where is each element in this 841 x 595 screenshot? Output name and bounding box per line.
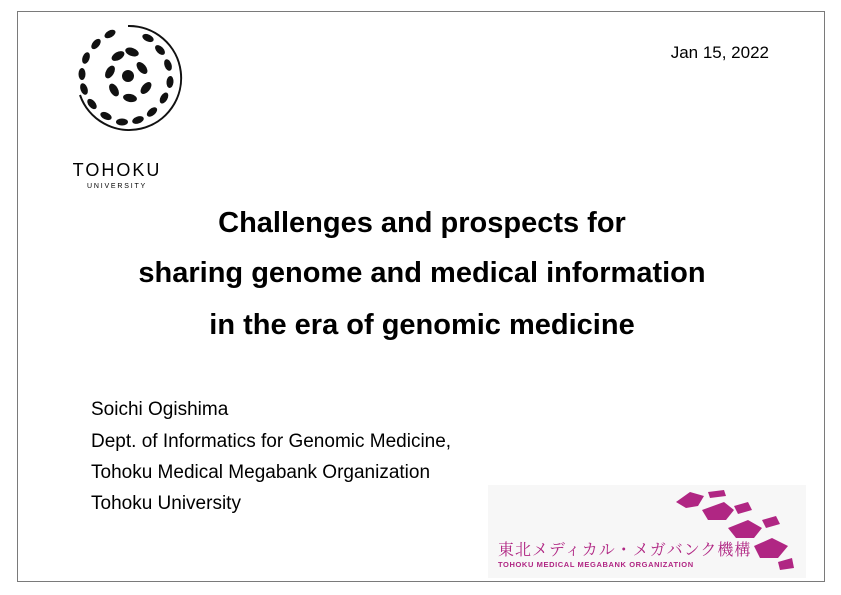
tohoku-university-logo bbox=[52, 20, 182, 196]
author-name: Soichi Ogishima bbox=[91, 399, 229, 420]
date-label: Jan 15, 2022 bbox=[670, 43, 769, 62]
slide bbox=[17, 11, 825, 582]
title-line-1: Challenges and prospects for bbox=[218, 207, 626, 239]
logo-name: TOHOKU bbox=[72, 160, 162, 180]
author-department: Dept. of Informatics for Genomic Medicine, bbox=[91, 431, 452, 452]
logo-subtitle: UNIVERSITY bbox=[86, 183, 147, 190]
leaf-emblem-icon bbox=[70, 20, 186, 136]
megabank-en-name: TOHOKU MEDICAL MEGABANK ORGANIZATION bbox=[498, 560, 694, 569]
megabank-jp-name: 東北メディカル・メガバンク機構 bbox=[498, 542, 752, 559]
megabank-logo bbox=[488, 485, 806, 578]
author-organization: Tohoku Medical Megabank Organization bbox=[91, 462, 431, 483]
title-line-2: sharing genome and medical information bbox=[138, 257, 706, 289]
title-line-3: in the era of genomic medicine bbox=[209, 309, 635, 341]
author-university: Tohoku University bbox=[91, 493, 241, 514]
